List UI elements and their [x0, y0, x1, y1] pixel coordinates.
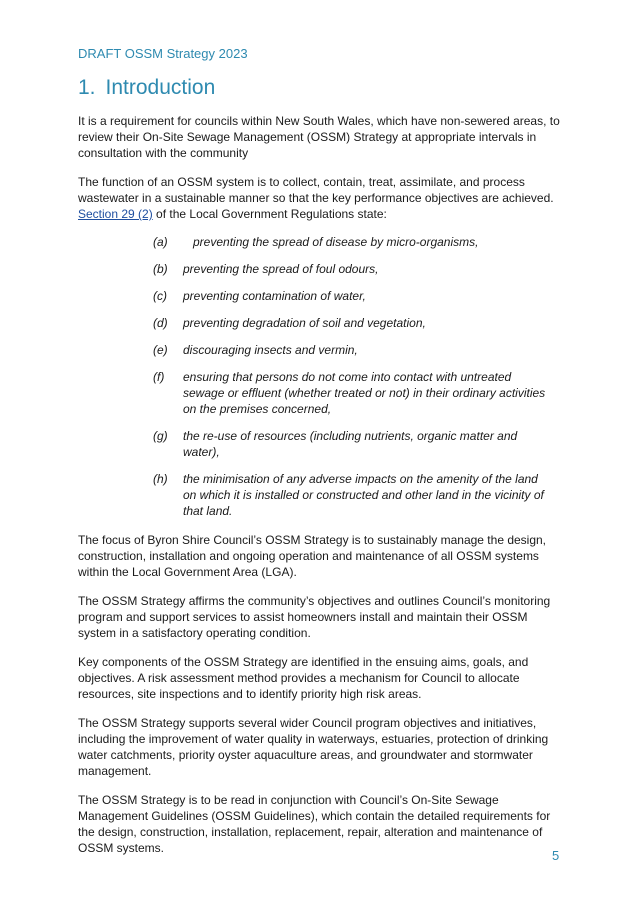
list-item	[153, 315, 566, 331]
list-item-text: preventing degradation of soil and vegetation,	[183, 316, 426, 330]
list-item-text: preventing the spread of foul odours,	[183, 262, 379, 276]
list-item-text: discouraging insects and vermin,	[183, 343, 358, 357]
section-heading	[78, 76, 215, 100]
section-title: Introduction	[105, 76, 216, 99]
document-header: DRAFT OSSM Strategy 2023	[78, 46, 248, 61]
list-item	[153, 369, 566, 417]
document-body	[78, 113, 566, 869]
paragraph-conjunction: The OSSM Strategy is to be read in conjunction with Council’s On-Site Sewage Management Guidelines (OSSM Guidelines), which contain the detailed requirements for the design, construction, installation, replacement, repair, alteration and maintenance of OSSM systems.	[78, 793, 551, 855]
list-item-label: (b)	[153, 262, 168, 276]
list-item-text: ensuring that persons do not come into contact with untreated sewage or effluent (whether treated or not) in their ordinary activities on the premises concerned,	[183, 370, 546, 416]
list-item-text: the re-use of resources (including nutrients, organic matter and water),	[183, 429, 518, 459]
list-item-text: preventing contamination of water,	[183, 289, 366, 303]
list-item-label: (g)	[153, 429, 168, 443]
paragraph-requirement: It is a requirement for councils within New South Wales, which have non-sewered areas, to review their On-Site Sewage Management (OSSM) Strategy at appropriate intervals in consultation with the community	[78, 114, 560, 160]
list-item	[153, 471, 566, 519]
list-item	[153, 234, 566, 250]
paragraph-focus: The focus of Byron Shire Council’s OSSM Strategy is to sustainably manage the design, construction, installation and ongoing operation and maintenance of all OSSM systems within the Local Government Area (LGA).	[78, 533, 547, 579]
list-item-label: (f)	[153, 370, 165, 384]
paragraph-key-components: Key components of the OSSM Strategy are identified in the ensuing aims, goals, and objectives. A risk assessment method provides a mechanism for Council to allocate resources, site inspections and to identify priority high risk areas.	[78, 655, 529, 701]
paragraph-function	[78, 174, 566, 222]
list-item-label: (h)	[153, 472, 168, 486]
list-item-label: (a)	[153, 235, 168, 249]
list-item-label: (e)	[153, 343, 168, 357]
list-item-text: the minimisation of any adverse impacts on the amenity of the land on which it is installed or constructed and other land in the vicinity of that land.	[183, 472, 544, 518]
list-item	[153, 288, 566, 304]
page-number: 5	[552, 848, 560, 863]
list-item-label: (d)	[153, 316, 168, 330]
section-number: 1.	[78, 76, 96, 99]
list-item	[153, 342, 566, 358]
objectives-list	[78, 234, 566, 519]
list-item-label: (c)	[153, 289, 167, 303]
paragraph-function-text: The function of an OSSM system is to collect, contain, treat, assimilate, and process wastewater in a sustainable manner so that the key performance objectives are achieved.	[78, 175, 554, 205]
list-item	[153, 261, 566, 277]
paragraph-affirms: The OSSM Strategy affirms the community’s objectives and outlines Council’s monitoring program and support services to assist homeowners install and maintain their OSSM system in a satisfactory operating condition.	[78, 594, 551, 640]
paragraph-supports: The OSSM Strategy supports several wider Council program objectives and initiatives, including the improvement of water quality in waterways, estuaries, protection of drinking water catchments, priority oyster aquaculture areas, and groundwater and stormwater management.	[78, 716, 549, 778]
list-item	[153, 428, 566, 460]
paragraph-function-tail: of the Local Government Regulations state:	[152, 207, 387, 221]
section-29-link[interactable]: Section 29 (2)	[78, 207, 153, 221]
list-item-text: preventing the spread of disease by micro-organisms,	[193, 235, 479, 249]
